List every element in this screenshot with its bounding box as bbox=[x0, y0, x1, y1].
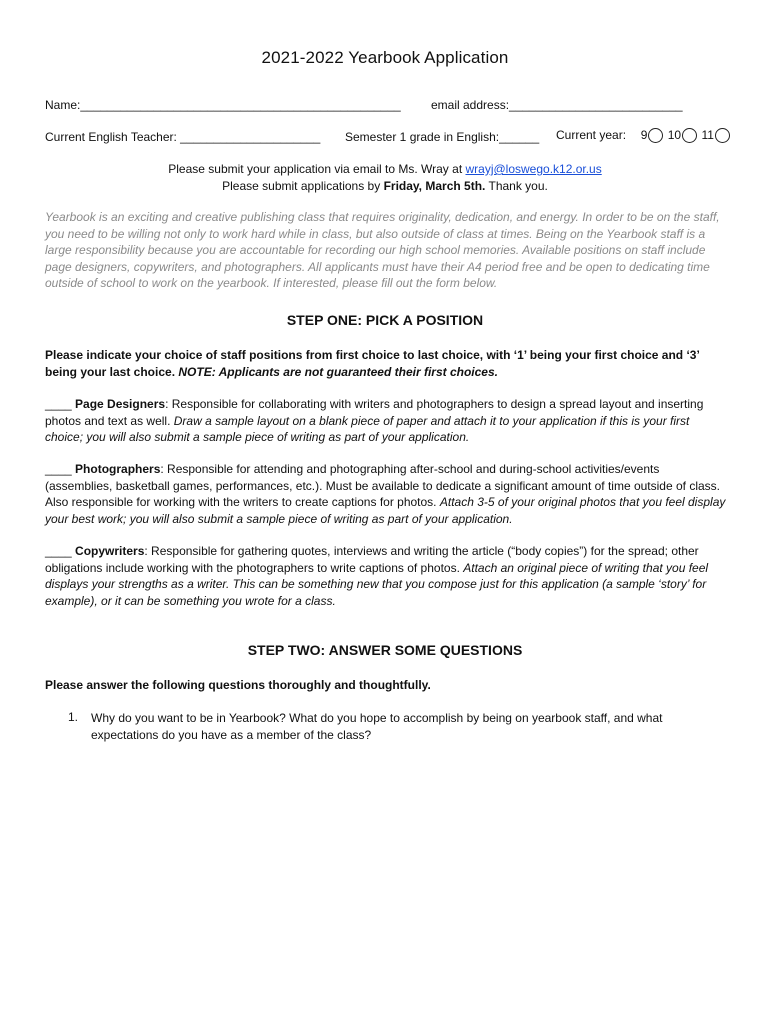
question-number: 1. bbox=[68, 710, 79, 724]
submit-line2-suffix: Thank you. bbox=[485, 179, 548, 193]
position-photographers bbox=[45, 461, 730, 527]
teacher-label: Current English Teacher: _____________________ bbox=[45, 130, 321, 144]
name-label: Name:________________________________________________ bbox=[45, 98, 401, 112]
position-page-designers bbox=[45, 396, 730, 446]
semester-grade-field[interactable] bbox=[345, 130, 539, 144]
position-name: Photographers bbox=[75, 462, 161, 476]
year-option-9-label: 9 bbox=[640, 128, 648, 142]
position-name: Page Designers bbox=[75, 397, 166, 411]
submit-line2-text: Please submit applications by bbox=[222, 179, 384, 193]
step-two-instructions: Please answer the following questions thoroughly and thoughtfully. bbox=[45, 678, 431, 692]
name-field[interactable] bbox=[45, 98, 401, 112]
semester-grade-label: Semester 1 grade in English:______ bbox=[345, 130, 540, 144]
step-one-instructions bbox=[45, 347, 730, 380]
deadline-text: Friday, March 5th. bbox=[383, 179, 486, 193]
position-desc: : Responsible for gathering quotes, interviews and writing the article (“body copies”) for the spread; other obligations include working with the photographers to write captions of photos. bbox=[45, 544, 699, 575]
position-name: Copywriters bbox=[75, 544, 145, 558]
submit-line1-text: Please submit your application via email to Ms. Wray at bbox=[168, 162, 466, 176]
current-year-group bbox=[556, 128, 731, 143]
teacher-email-link[interactable]: wrayj@loswego.k12.or.us bbox=[465, 162, 602, 176]
email-field[interactable] bbox=[431, 98, 683, 112]
year-option-11-label: 11 bbox=[701, 128, 714, 142]
step-one-heading: STEP ONE: PICK A POSITION bbox=[286, 312, 484, 328]
submit-instructions-line2 bbox=[0, 179, 770, 193]
position-desc: : Responsible for attending and photographing after-school and during-school activities/events (assemblies, basketball games, performances, etc.). Must be available to dedicate a significant amount of time outside of class. Also responsible for working with the writers to create captions for photos. bbox=[45, 462, 720, 509]
email-label: email address:__________________________ bbox=[431, 98, 683, 112]
position-instructions: Attach 3-5 of your original photos that you feel display your best work; you will also submit a sample piece of writing as part of your application. bbox=[45, 495, 726, 526]
position-rank-blank[interactable]: ____ bbox=[45, 462, 76, 476]
step-one-note: NOTE: Applicants are not guaranteed their first choices. bbox=[178, 364, 498, 379]
position-rank-blank[interactable]: ____ bbox=[45, 397, 76, 411]
current-year-label: Current year: bbox=[556, 128, 627, 142]
position-desc: : Responsible for collaborating with writers and photographers to design a spread layout and inserting photos and text as well. bbox=[45, 397, 704, 428]
page-title: 2021-2022 Yearbook Application bbox=[261, 48, 509, 67]
teacher-field[interactable] bbox=[45, 130, 320, 144]
position-copywriters bbox=[45, 543, 730, 609]
position-instructions: Draw a sample layout on a blank piece of paper and attach it to your application if this is your first choice; you will also submit a sample piece of writing as part of your application. bbox=[45, 413, 690, 444]
year-9-radio[interactable] bbox=[648, 128, 663, 143]
position-instructions: Attach an original piece of writing that you feel displays your strengths as a writer. This can be something new that you compose just for this application (a sample ‘story’ for example), or it can be something you wrote for a class. bbox=[45, 560, 709, 608]
step-two-heading: STEP TWO: ANSWER SOME QUESTIONS bbox=[247, 642, 523, 658]
position-rank-blank[interactable]: ____ bbox=[45, 544, 76, 558]
year-10-radio[interactable] bbox=[682, 128, 697, 143]
intro-paragraph: Yearbook is an exciting and creative publishing class that requires originality, dedication, and energy. In order to be on the staff, you need to be willing not only to work hard while in class, but also outside of class at times. Being on the Yearbook staff is a large responsibility because you are accountable for recording our high school memories. Available positions on staff include page designers, copywriters, and photographers. All applicants must have their A4 period free and be open to dedicating time outside of school to work on the yearbook. If interested, please fill out the form below. bbox=[45, 210, 720, 290]
step-one-instructions-text: Please indicate your choice of staff positions from first choice to last choice, with ‘1’ being your first choice and ‘3’ being your last choice. bbox=[45, 348, 700, 379]
year-11-radio[interactable] bbox=[715, 128, 730, 143]
submit-instructions-line1 bbox=[0, 162, 770, 176]
question-text: Why do you want to be in Yearbook? What do you hope to accomplish by being on yearbook staff, and what expectations do you have as a member of the class? bbox=[91, 711, 663, 742]
year-option-10-label: 10 bbox=[667, 128, 682, 142]
